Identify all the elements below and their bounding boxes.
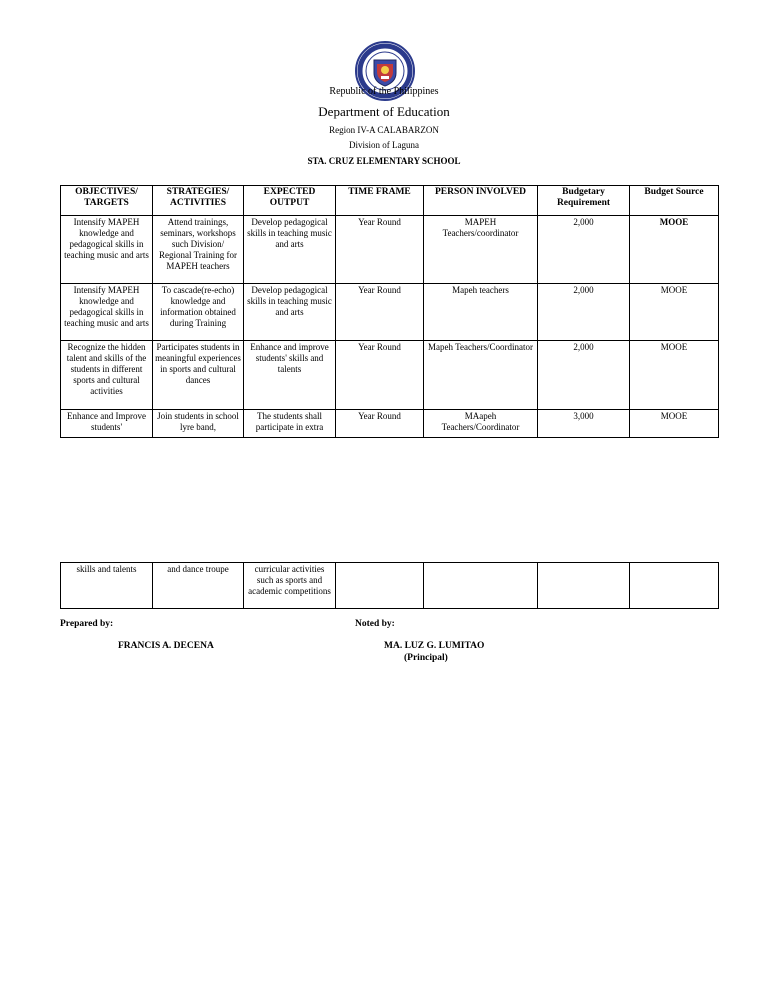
cell-strategy: Participates students in meaningful experiences in sports and cultural dances [153, 341, 244, 410]
cell-output: Develop pedagogical skills in teaching music and arts [244, 216, 336, 284]
cell-objective: skills and talents [61, 563, 153, 609]
cell-budget: 3,000 [538, 410, 630, 438]
cell-objective: Intensify MAPEH knowledge and pedagogical skills in teaching music and arts [61, 216, 153, 284]
col-time-frame: TIME FRAME [336, 186, 424, 216]
cell-person [424, 563, 538, 609]
cell-time: Year Round [336, 284, 424, 341]
col-objectives: OBJECTIVES/ TARGETS [61, 186, 153, 216]
col-strategies: STRATEGIES/ ACTIVITIES [153, 186, 244, 216]
cell-time: Year Round [336, 410, 424, 438]
cell-output: Develop pedagogical skills in teaching music and arts [244, 284, 336, 341]
cell-output: Enhance and improve students' skills and talents [244, 341, 336, 410]
col-budget-source: Budget Source [630, 186, 719, 216]
cell-budget: 2,000 [538, 216, 630, 284]
cell-strategy: Join students in school lyre band, [153, 410, 244, 438]
cell-output: The students shall participate in extra [244, 410, 336, 438]
cell-strategy: To cascade(re-echo) knowledge and information obtained during Training [153, 284, 244, 341]
cell-budget: 2,000 [538, 341, 630, 410]
school-name: STA. CRUZ ELEMENTARY SCHOOL [307, 156, 461, 166]
col-expected-output: EXPECTED OUTPUT [244, 186, 336, 216]
action-plan-table-continuation [60, 562, 719, 609]
cell-source: MOOE [630, 216, 719, 284]
division-text: Division of Laguna [349, 140, 419, 150]
department-title: Department of Education [318, 104, 450, 119]
cell-budget: 2,000 [538, 284, 630, 341]
cell-time: Year Round [336, 216, 424, 284]
prepared-by-label: Prepared by: [60, 619, 114, 629]
region-text: Region IV-A CALABARZON [329, 125, 439, 135]
cell-source [630, 563, 719, 609]
cell-strategy: Attend trainings, seminars, workshops such Division/ Regional Training for MAPEH teachers [153, 216, 244, 284]
cell-objective: Recognize the hidden talent and skills of the students in different sports and cultural activities [61, 341, 153, 410]
republic-text: Republic of the Philippines [329, 86, 439, 97]
cell-source: MOOE [630, 410, 719, 438]
table-row [61, 410, 719, 438]
table-row [61, 341, 719, 410]
action-plan-table [60, 185, 719, 438]
noted-by-name: MA. LUZ G. LUMITAO [384, 641, 485, 651]
cell-person: MAapeh Teachers/Coordinator [424, 410, 538, 438]
col-person-involved: PERSON INVOLVED [424, 186, 538, 216]
table-row [61, 563, 719, 609]
cell-person: MAPEH Teachers/coordinator [424, 216, 538, 284]
cell-time: Year Round [336, 341, 424, 410]
col-budgetary-requirement: Budgetary Requirement [538, 186, 630, 216]
cell-source: MOOE [630, 341, 719, 410]
table-header-row [61, 186, 719, 216]
cell-objective: Enhance and Improve students' [61, 410, 153, 438]
noted-by-label: Noted by: [355, 619, 395, 629]
cell-person: Mapeh Teachers/Coordinator [424, 341, 538, 410]
cell-source: MOOE [630, 284, 719, 341]
table-row [61, 216, 719, 284]
table-row [61, 284, 719, 341]
noted-by-title: (Principal) [404, 653, 448, 663]
cell-output: curricular activities such as sports and academic competitions [244, 563, 336, 609]
cell-time [336, 563, 424, 609]
cell-strategy: and dance troupe [153, 563, 244, 609]
cell-budget [538, 563, 630, 609]
prepared-by-name: FRANCIS A. DECENA [118, 641, 214, 651]
cell-objective: Intensify MAPEH knowledge and pedagogical skills in teaching music and arts [61, 284, 153, 341]
cell-person: Mapeh teachers [424, 284, 538, 341]
